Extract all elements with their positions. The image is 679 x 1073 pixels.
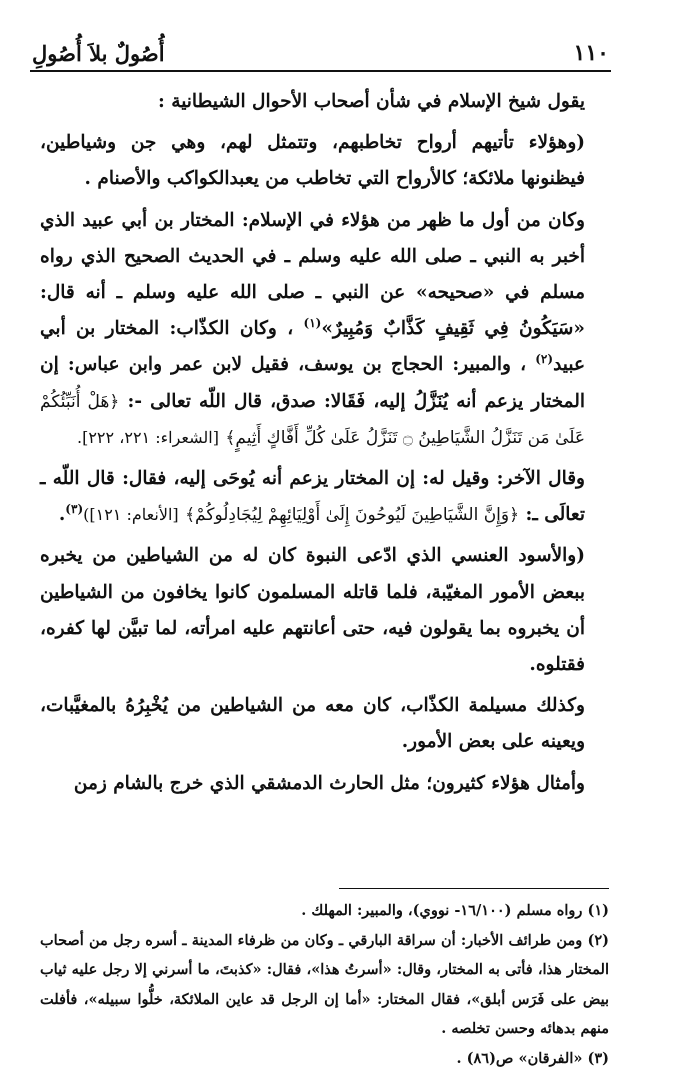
- paragraph-1: يقول شيخ الإسلام في شأن أصحاب الأحوال الشيطانية :: [40, 84, 609, 120]
- footnote-ref-1[interactable]: (١): [304, 316, 322, 330]
- paragraph-3-text-b: ، وكان الكذّاب: المختار بن أبي عبيد: [40, 318, 585, 375]
- quran-verse-1: ﴿هَلْ أُنَبِّئُكُمْ عَلَىٰ مَن تَنَزَّلُ الشَّيَاطِينُ ۝ تَنَزَّلُ عَلَىٰ كُلِّ أَفَّاكٍ أَثِيمٍ﴾: [40, 392, 585, 448]
- book-title: أُصُولٌ بلاَ أُصُولِ: [32, 41, 165, 66]
- paragraph-4-end: .: [59, 504, 65, 525]
- paragraph-3-text-c: ، والمبير: الحجاج بن يوسف، فقيل لابن عمر وابن عباس: إن المختار يزعم أنه يُنَزَّلُ إليه، فَقَالا: صدق، قال اللّه تعالى -:: [40, 354, 585, 411]
- paragraph-6: وكذلك مسيلمة الكذّاب، كان معه من الشياطين من يُخْبِرُهُ بالمغيَّبات، ويعينه على بعض الأمور.: [40, 688, 609, 760]
- main-text: [40, 84, 609, 802]
- paragraph-3: [40, 203, 609, 456]
- paragraph-5: (والأسود العنسي الذي ادّعى النبوة كان له من الشياطين من يخبره ببعض الأمور المغيّبة، فلما قاتله المسلمون كانوا يخافون من الشياطين أن يخبروه بما يقولون فيه، حتى أعانتهم عليه امرأته، لما تبيَّن لها كفره، فقتلوه.: [40, 538, 609, 683]
- verse-source-2: [الأنعام: ١٢١]): [83, 505, 179, 524]
- footnote-1: (١) رواه مسلم (١٦/١٠٠- نووي)، والمبير: المهلك .: [40, 896, 609, 926]
- page-header: [32, 30, 609, 66]
- header-rule: [30, 70, 611, 72]
- footnote-ref-2[interactable]: (٢): [535, 352, 553, 366]
- paragraph-7: وأمثال هؤلاء كثيرون؛ مثل الحارث الدمشقي الذي خرج بالشام زمن: [40, 766, 609, 802]
- paragraph-3-text-a: وكان من أول ما ظهر من هؤلاء في الإسلام: المختار بن أبي عبيد الذي أخبر به النبي ـ صلى الله عليه وسلم ـ في الحديث الصحيح الذي رواه مسلم في «صحيحه» عن النبي ـ صلى الله عليه وسلم ـ أنه قال: «سَيَكُونُ فِي ثَقِيفٍ كَذَّابٌ وَمُبِيرٌ»: [40, 210, 585, 340]
- footnote-ref-3[interactable]: (٣): [65, 502, 83, 516]
- verse-source-1: [الشعراء: ٢٢١، ٢٢٢].: [77, 428, 219, 447]
- footnote-rule: [339, 888, 609, 889]
- footnote-3: (٣) «الفرقان» ص(٨٦) .: [40, 1044, 609, 1073]
- page-number: ١١٠: [574, 40, 609, 66]
- paragraph-4-text: وقال الآخر: وقيل له: إن المختار يزعم أنه يُوحَى إليه، فقال: قال اللّه ـ تعالَى ـ:: [40, 468, 585, 525]
- paragraph-2: (وهؤلاء تأتيهم أرواح تخاطبهم، وتتمثل لهم، وهي جن وشياطين، فيظنونها ملائكة؛ كالأرواح التي تخاطب من يعبدالكواكب والأصنام .: [40, 125, 609, 197]
- quran-verse-2: ﴿وَإِنَّ الشَّيَاطِينَ لَيُوحُونَ إِلَىٰ أَوْلِيَائِهِمْ لِيُجَادِلُوكُمْ﴾: [185, 505, 519, 525]
- footnote-2: (٢) ومن طرائف الأخبار: أن سراقة البارقي ـ وكان من ظرفاء المدينة ـ أسره رجل من أصحاب المختار هذا، فأتى به المختار، وقال: «أسرتُ هذا»، فقال: «كذبتَ، ما أسرني إلا رجل عليه ثياب بيض على فَرَس أبلق»، فقال المختار: «أما إن الرجل قد عاين الملائكة، خلُّوا سبيله»، فأفلت منهم بدهائه وحسن تخلصه .: [40, 926, 609, 1044]
- footnotes: [40, 896, 609, 1073]
- paragraph-4: [40, 461, 609, 533]
